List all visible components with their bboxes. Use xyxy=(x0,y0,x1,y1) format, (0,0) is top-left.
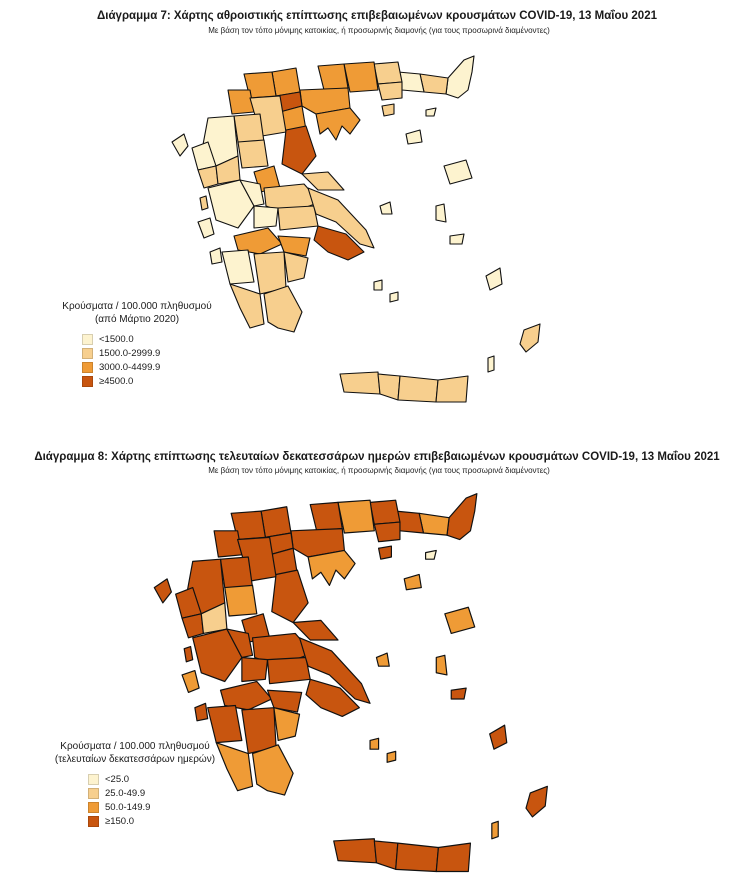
region-magnesia xyxy=(302,172,344,190)
region-larissa xyxy=(282,126,316,174)
region-heraklion xyxy=(398,376,438,402)
legend-swatch xyxy=(88,816,99,827)
region-drama xyxy=(374,62,402,84)
legend-label: <25.0 xyxy=(105,773,130,785)
legend-swatch xyxy=(82,376,93,387)
legend-label: 25.0-49.9 xyxy=(105,787,146,799)
diagram8-subtitle: Με βάση τον τόπο μόνιμης κατοικίας, ή προσωρινής διαμονής (για τους προσωρινά διαμένοντες) xyxy=(208,466,550,475)
region-preveza xyxy=(198,166,218,188)
region-kastoria xyxy=(228,90,254,114)
region-magnesia xyxy=(293,620,338,640)
region-serres xyxy=(344,62,378,92)
region-samothraki xyxy=(426,550,437,559)
region-fokida xyxy=(254,206,278,228)
legend-swatch xyxy=(82,334,93,345)
region-dodecanese xyxy=(490,725,507,749)
legend-swatch xyxy=(88,802,99,813)
legend-label: 50.0-149.9 xyxy=(105,801,151,813)
region-ilia xyxy=(208,706,242,743)
legend-item xyxy=(88,814,240,828)
region-chalkidiki xyxy=(308,550,355,585)
legend-label: 1500.0-2999.9 xyxy=(99,347,161,359)
region-dodecanese xyxy=(486,268,502,290)
region-kastoria xyxy=(214,531,242,557)
region-voiotia xyxy=(268,657,311,683)
region-cyclades-a xyxy=(374,280,382,290)
region-chalkidiki xyxy=(316,108,360,140)
legend-item xyxy=(88,772,240,786)
region-cyclades-a xyxy=(370,738,379,749)
region-samothraki xyxy=(426,108,436,116)
region-evros xyxy=(447,494,477,540)
legend-item xyxy=(82,332,242,346)
region-thasos xyxy=(379,546,392,559)
legend-title-line2: (τελευταίων δεκατεσσάρων ημερών) xyxy=(54,754,216,765)
region-chios xyxy=(436,204,446,222)
region-thasos xyxy=(382,104,394,116)
region-lasithi xyxy=(436,376,468,402)
legend-label: <1500.0 xyxy=(99,333,134,345)
region-rhodes xyxy=(520,324,540,352)
region-cyclades-b xyxy=(387,751,396,762)
legend-swatch xyxy=(82,348,93,359)
region-pella xyxy=(272,68,300,96)
region-lefkada xyxy=(200,196,208,210)
region-limnos xyxy=(406,130,422,144)
legend-item xyxy=(82,346,242,360)
region-trikala xyxy=(225,585,257,616)
diagram7-title: Διάγραμμα 7: Χάρτης αθροιστικής επίπτωσης επιβεβαιωμένων κρουσμάτων COVID-19, 13 Μαΐου 2021 xyxy=(97,10,657,22)
region-lakonia xyxy=(264,286,302,332)
region-serres xyxy=(338,500,374,533)
region-kilkis xyxy=(318,64,348,90)
legend-swatch xyxy=(88,774,99,785)
region-kefalonia xyxy=(182,671,199,693)
legend-swatch xyxy=(88,788,99,799)
region-lesvos xyxy=(445,607,475,633)
region-lakonia xyxy=(253,745,294,795)
region-rhodes xyxy=(526,786,547,817)
legend-swatch xyxy=(82,362,93,373)
region-pella xyxy=(261,507,291,538)
region-cyclades-b xyxy=(390,292,398,302)
legend-label: ≥4500.0 xyxy=(99,375,134,387)
region-limnos xyxy=(404,574,421,589)
region-grevena xyxy=(234,114,264,142)
legend-label: ≥150.0 xyxy=(105,815,134,827)
region-samos xyxy=(451,688,466,699)
region-larissa xyxy=(272,570,308,622)
region-kavala xyxy=(378,82,402,100)
region-skyros xyxy=(376,653,389,666)
region-zakynthos xyxy=(195,703,208,720)
region-ilia xyxy=(222,250,254,284)
diagram8-legend xyxy=(30,740,240,828)
legend-item xyxy=(88,786,240,800)
region-skyros xyxy=(380,202,392,214)
legend-item xyxy=(82,360,242,374)
region-voiotia xyxy=(278,206,318,230)
region-lasithi xyxy=(436,843,470,871)
diagram7-subtitle: Με βάση τον τόπο μόνιμης κατοικίας, ή προσωρινής διαμονής (για τους προσωρινά διαμένοντες) xyxy=(208,26,550,35)
region-chania xyxy=(340,372,380,394)
region-fokida xyxy=(242,657,268,681)
region-grevena xyxy=(221,557,253,588)
region-zakynthos xyxy=(210,248,222,264)
legend-label: 3000.0-4499.9 xyxy=(99,361,161,373)
region-rethymno xyxy=(378,374,400,400)
region-kavala xyxy=(374,522,400,542)
region-samos xyxy=(450,234,464,244)
diagram7-panel xyxy=(0,0,734,440)
region-drama xyxy=(370,500,400,524)
region-corfu xyxy=(154,579,171,603)
region-rethymno xyxy=(374,841,398,869)
legend-title-line1: Κρούσματα / 100.000 πληθυσμού xyxy=(62,301,212,312)
region-karpathos xyxy=(488,356,494,372)
diagram8-title: Διάγραμμα 8: Χάρτης επίπτωσης τελευταίων δεκατεσσάρων ημερών επιβεβαιωμένων κρουσμάτων COVID-19, 13 Μαΐου 2021 xyxy=(34,451,720,463)
region-lesvos xyxy=(444,160,472,184)
region-trikala xyxy=(238,140,268,168)
diagram8-panel xyxy=(0,440,734,896)
region-kilkis xyxy=(310,502,342,530)
legend-title-line2: (από Μάρτιο 2020) xyxy=(94,314,180,325)
region-evros xyxy=(446,56,474,98)
legend-item xyxy=(82,374,242,388)
region-kefalonia xyxy=(198,218,214,238)
region-heraklion xyxy=(396,843,439,871)
region-chios xyxy=(436,655,447,675)
region-lefkada xyxy=(184,647,193,662)
region-argolida xyxy=(284,252,308,282)
legend-item xyxy=(88,800,240,814)
region-chania xyxy=(334,839,377,863)
diagram7-legend xyxy=(32,300,242,388)
region-preveza xyxy=(182,614,203,638)
legend-title-line1: Κρούσματα / 100.000 πληθυσμού xyxy=(60,741,210,752)
region-corfu xyxy=(172,134,188,156)
region-karpathos xyxy=(492,821,498,838)
region-argolida xyxy=(274,708,300,741)
